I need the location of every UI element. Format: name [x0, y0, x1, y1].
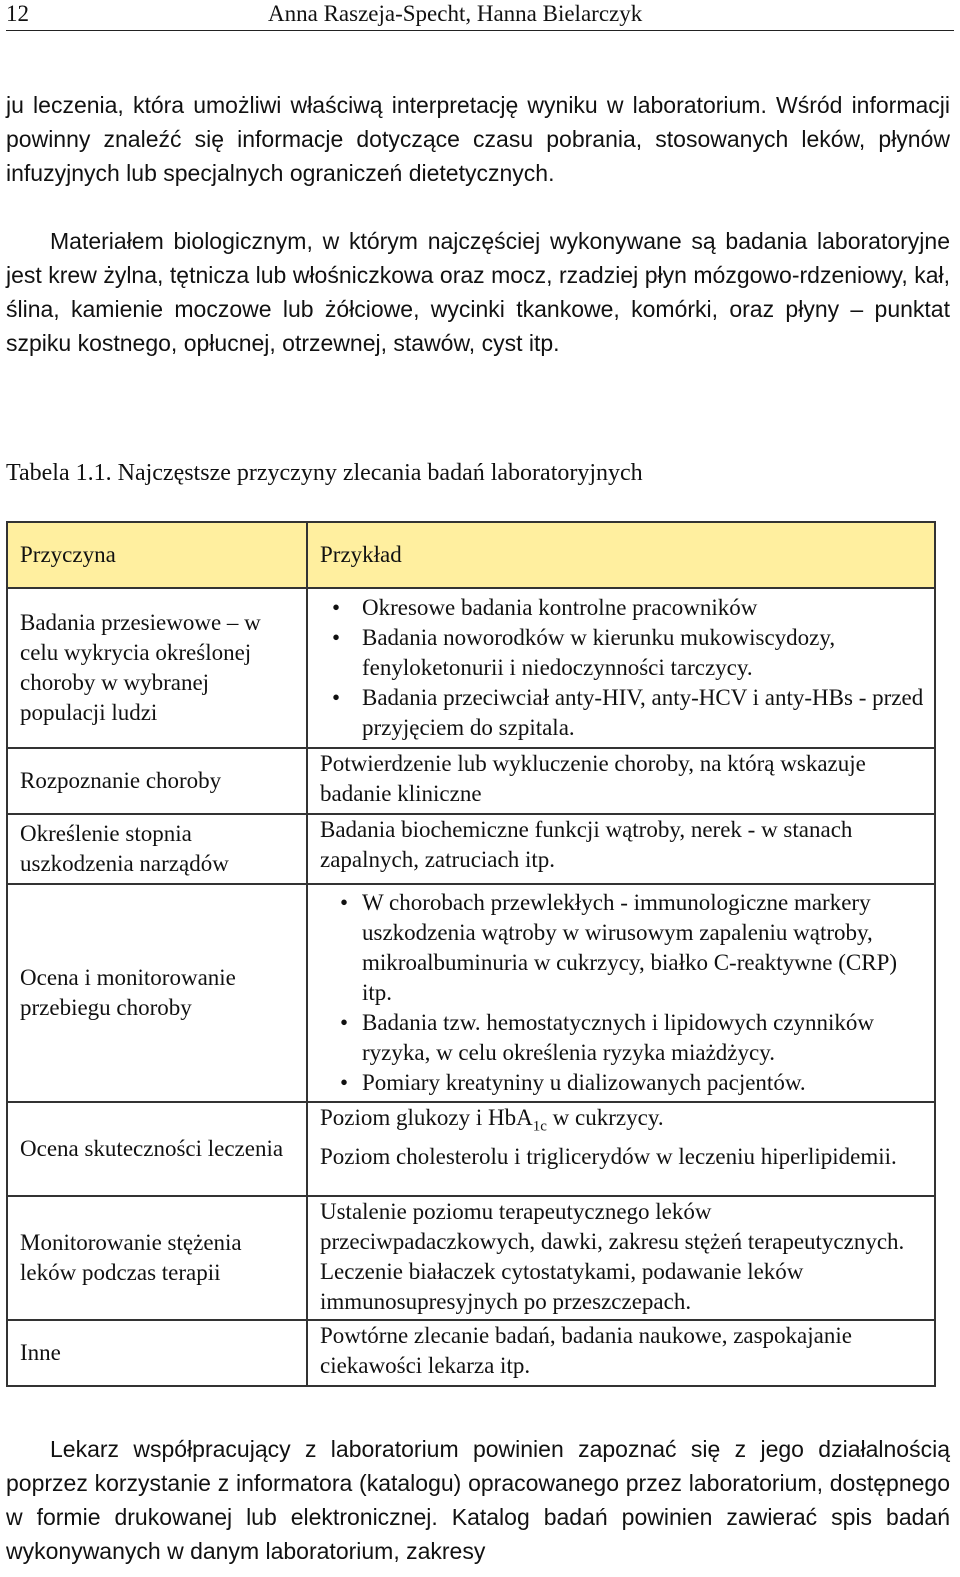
closing-paragraph-text: Lekarz współpracujący z laboratorium powinien zapoznać się z jego działalnością poprzez korzystanie z informatora (katalogu) opracowanego przez laboratorium, dostępnego w formie drukowanej lub elektronicznej. Katalog badań powinien zawierać spis badań wykonywanych w danym laboratorium, zakresy	[6, 1436, 950, 1564]
list-item: • W chorobach przewlekłych - immunologiczne markery uszkodzenia wątroby w wirusowym zapaleniu wątroby, mikroalbuminuria w cukrzycy, białko C-reaktywne (CRP) itp.	[340, 890, 898, 1005]
example-line: Poziom glukozy i HbA$_{1c}$ w cukrzycy.	[320, 1105, 664, 1135]
reason-cell: Monitorowanie stężenia leków podczas terapii	[7, 1196, 307, 1320]
example-cell	[307, 588, 935, 748]
example-list	[320, 888, 924, 1098]
reason-cell: Rozpoznanie choroby	[7, 748, 307, 814]
table-row	[7, 588, 935, 748]
example-cell: Potwierdzenie lub wykluczenie choroby, na którą wskazuje badanie kliniczne	[307, 748, 935, 814]
example-cell: Badania biochemiczne funkcji wątroby, nerek - w stanach zapalnych, zatruciach itp.	[307, 814, 935, 884]
table-caption: Tabela 1.1. Najczęstsze przyczyny zlecania badań laboratoryjnych	[6, 460, 643, 486]
header-cell-example: Przykład	[307, 522, 935, 588]
list-item: • Pomiary kreatyniny u dializowanych pacjentów.	[320, 1068, 924, 1098]
list-item: • Badania przeciwciał anty-HIV, anty-HCV i anty-HBs - przed przyjęciem do szpitala.	[332, 685, 924, 740]
list-item: • Badania noworodków w kierunku mukowiscydozy, fenyloketonurii i niedoczynności tarczycy.	[332, 625, 836, 680]
example-line: Leczenie białaczek cytostatykami, podawanie leków immunosupresyjnych po przeszczepach.	[320, 1259, 804, 1314]
bullet-icon: •	[340, 890, 349, 915]
example-list	[320, 593, 924, 743]
intro-paragraph: ju leczenia, która umożliwi właściwą interpretację wyniku w laboratorium. Wśród informacji powinny znaleźć się informacje dotyczące czasu pobrania, stosowanych leków, płynów infuzyjnych lub specjalnych ograniczeń dietetycznych.	[6, 92, 950, 186]
table-row	[7, 1102, 935, 1196]
table-row	[7, 748, 935, 814]
example-cell	[307, 1102, 935, 1196]
bullet-icon: •	[332, 685, 341, 710]
reason-cell: Ocena i monitorowanie przebiegu choroby	[7, 884, 307, 1102]
bullet-icon: •	[340, 1010, 349, 1035]
material-paragraph-text: Materiałem biologicznym, w którym najczęściej wykonywane są badania laboratoryjne jest krew żylna, tętnicza lub włośniczkowa oraz mocz, rzadziej płyn mózgowo-rdzeniowy, kał, ślina, kamienie moczowe lub żółciowe, wycinki tkankowe, komórki, oraz płyny – punktat szpiku kostnego, opłucnej, otrzewnej, stawów, cyst itp.	[6, 228, 950, 356]
table-row	[7, 1196, 935, 1320]
reason-cell: Inne	[7, 1320, 307, 1386]
example-cell	[307, 884, 935, 1102]
reason-cell: Określenie stopnia uszkodzenia narządów	[7, 814, 307, 884]
reasons-table	[6, 521, 936, 1387]
page-header	[6, 0, 954, 31]
example-line: Poziom cholesterolu i triglicerydów w leczeniu hiperlipidemii.	[320, 1143, 897, 1169]
closing-paragraph	[6, 1432, 950, 1568]
bullet-icon: •	[340, 1070, 349, 1095]
table-row	[7, 1320, 935, 1386]
reason-cell: Ocena skuteczności leczenia	[7, 1102, 307, 1196]
list-item: • Badania tzw. hemostatycznych i lipidowych czynników ryzyka, w celu określenia ryzyka miażdżycy.	[340, 1010, 875, 1065]
example-line: Ustalenie poziomu terapeutycznego leków przeciwpadaczkowych, dawki, zakresu stężeń terapeutycznych.	[320, 1199, 905, 1254]
reason-cell: Badania przesiewowe – w celu wykrycia określonej choroby w wybranej populacji ludzi	[7, 588, 307, 748]
material-paragraph	[6, 224, 950, 360]
header-cell-reason: Przyczyna	[7, 522, 307, 588]
running-head-authors: Anna Raszeja-Specht, Hanna Bielarczyk	[268, 1, 643, 26]
bullet-icon: •	[332, 625, 341, 650]
bullet-icon: •	[332, 595, 341, 620]
table-header-row	[7, 522, 935, 588]
example-cell: Powtórne zlecanie badań, badania naukowe, zaspokajanie ciekawości lekarza itp.	[307, 1320, 935, 1386]
page-number: 12	[6, 1, 29, 26]
example-cell	[307, 1196, 935, 1320]
table-row	[7, 814, 935, 884]
table-row	[7, 884, 935, 1102]
list-item: • Okresowe badania kontrolne pracowników	[320, 593, 924, 623]
